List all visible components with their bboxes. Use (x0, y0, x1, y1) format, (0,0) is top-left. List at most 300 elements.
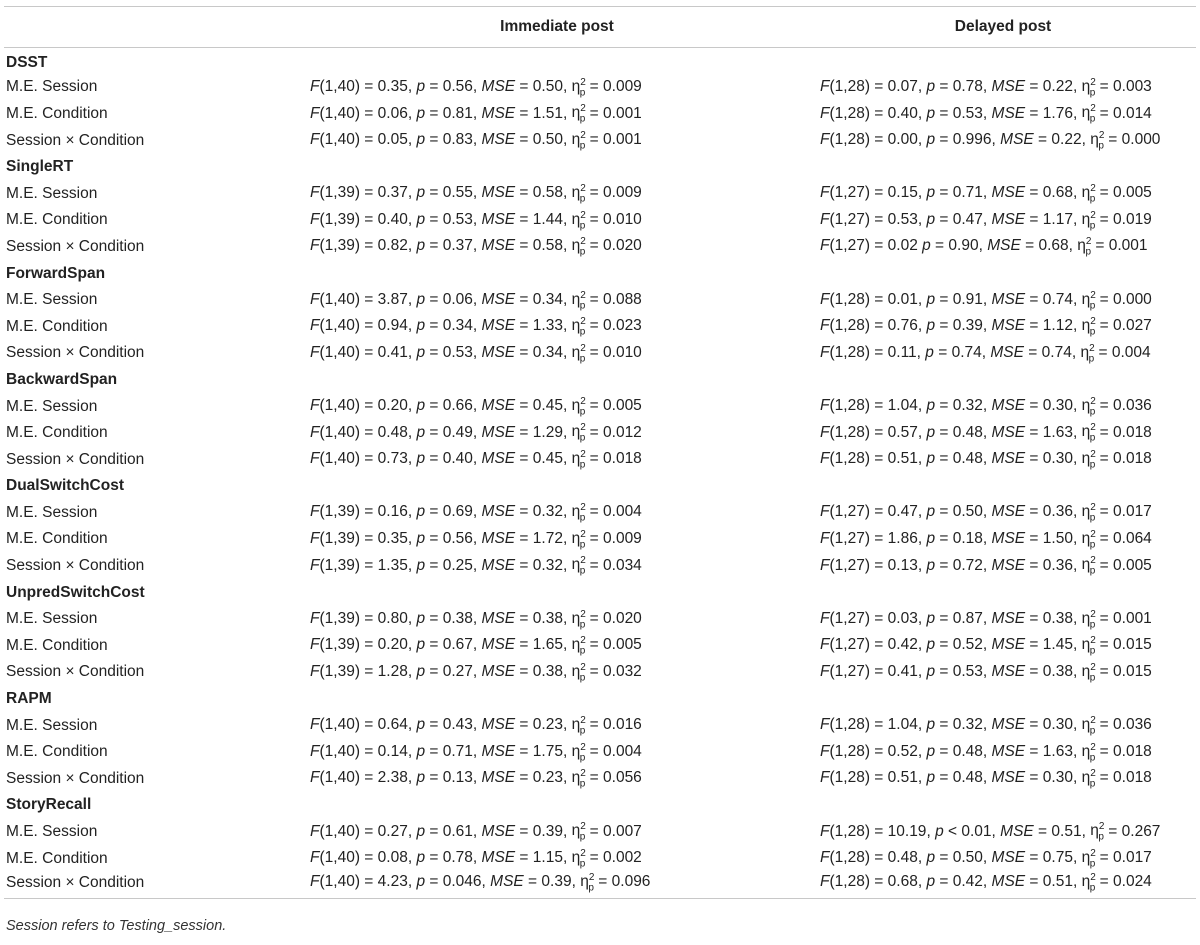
f-symbol: F (310, 556, 320, 574)
f-symbol: F (310, 662, 320, 680)
f-value: 4.23 (377, 873, 408, 891)
stat-text: F(1,40) = 0.14, p = 0.71, MSE = 1.75, $\eta^2_p = 0.004$ (310, 741, 642, 763)
p-symbol: p (416, 184, 426, 202)
f-value: 10.19 (887, 822, 927, 840)
p-symbol: p (416, 290, 426, 308)
stat-text: F(1,39) = 0.35, p = 0.56, MSE = 1.72, $\eta^2_p = 0.009$ (310, 528, 642, 551)
table-row (4, 74, 1196, 101)
mse-value: 0.39 (541, 873, 572, 891)
f-symbol: F (310, 77, 320, 95)
p-value: 0.39 (952, 317, 983, 335)
f-symbol: F (820, 210, 830, 228)
mse-symbol: MSE (991, 290, 1026, 308)
mse-value: 0.68 (1038, 237, 1069, 255)
stat-text: F(1,40) = 0.35, p = 0.56, MSE = 0.50, $\eta^2_p = 0.009$ (310, 76, 642, 99)
immediate-post-cell (304, 234, 810, 261)
f-symbol: F (310, 423, 320, 441)
df-value: 1,28 (834, 343, 865, 361)
table-row (4, 101, 1196, 128)
mse-symbol: MSE (1000, 131, 1034, 149)
eta-symbol: $\eta^2_p$ (1090, 129, 1105, 152)
eta-symbol: $\eta^2_p$ (571, 342, 586, 364)
mse-value: 0.51 (1042, 873, 1073, 891)
p-symbol: p (926, 77, 936, 95)
stat-text: F(1,40) = 0.41, p = 0.53, MSE = 0.34, $\eta^2_p = 0.010$ (310, 342, 642, 364)
p-value: 0.87 (952, 609, 983, 627)
f-value: 0.37 (377, 184, 408, 202)
p-symbol: p (416, 873, 426, 891)
f-symbol: F (310, 290, 320, 308)
effect-label: Session × Condition (6, 237, 145, 255)
eta-value: 0.019 (1113, 210, 1152, 228)
f-value: 0.76 (887, 317, 918, 335)
f-symbol: F (820, 104, 830, 122)
df-value: 1,28 (834, 290, 865, 308)
mse-value: 1.63 (1042, 742, 1073, 760)
immediate-post-cell (304, 553, 810, 580)
f-symbol: F (820, 742, 830, 760)
f-value: 0.08 (377, 849, 408, 867)
delayed-post-cell (810, 500, 1196, 527)
mse-symbol: MSE (481, 104, 516, 122)
table-row (4, 180, 1196, 207)
f-value: 0.41 (377, 343, 408, 361)
f-symbol: F (820, 530, 830, 548)
df-value: 1,27 (834, 237, 865, 255)
eta-value: 0.004 (603, 503, 642, 521)
df-value: 1,40 (324, 77, 355, 95)
mse-symbol: MSE (481, 423, 516, 441)
mse-value: 1.72 (532, 530, 563, 548)
mse-symbol: MSE (481, 317, 516, 335)
f-value: 0.48 (887, 849, 918, 867)
f-value: 0.05 (377, 131, 408, 149)
stat-text: F(1,40) = 2.38, p = 0.13, MSE = 0.23, $\eta^2_p = 0.056$ (310, 768, 642, 790)
f-value: 0.73 (377, 450, 408, 468)
f-symbol: F (310, 873, 320, 891)
df-value: 1,39 (324, 636, 355, 654)
f-value: 0.51 (887, 769, 918, 787)
eta-symbol: $\eta^2_p$ (1077, 236, 1092, 258)
stat-text: F(1,28) = 0.48, p = 0.50, MSE = 0.75, $\eta^2_p = 0.017$ (820, 847, 1152, 870)
mse-value: 1.50 (1042, 530, 1073, 548)
stat-text: F(1,40) = 3.87, p = 0.06, MSE = 0.34, $\eta^2_p = 0.088$ (310, 289, 642, 311)
mse-value: 0.75 (1042, 849, 1073, 867)
f-value: 2.38 (377, 769, 408, 787)
mse-symbol: MSE (991, 636, 1026, 654)
p-value: 0.78 (952, 77, 983, 95)
eta-symbol: $\eta^2_p$ (1081, 768, 1096, 790)
group-row (4, 579, 1196, 606)
delayed-post-cell (810, 127, 1196, 154)
df-value: 1,27 (834, 503, 865, 521)
mse-symbol: MSE (991, 184, 1026, 202)
f-value: 0.47 (887, 503, 918, 521)
mse-symbol: MSE (481, 343, 516, 361)
p-symbol: p (926, 450, 936, 468)
mse-symbol: MSE (991, 609, 1026, 627)
p-symbol: p (416, 636, 426, 654)
eta-value: 0.004 (1111, 343, 1151, 361)
f-symbol: F (820, 849, 830, 867)
f-value: 0.94 (377, 317, 408, 335)
table-row (4, 845, 1196, 872)
table-row (4, 127, 1196, 154)
mse-symbol: MSE (991, 450, 1026, 468)
stat-text: F(1,27) = 0.03, p = 0.87, MSE = 0.38, $\eta^2_p = 0.001$ (820, 608, 1152, 630)
p-symbol: p (416, 397, 426, 415)
table-footnote: Session refers to Testing_session. (6, 918, 227, 934)
p-value: 0.56 (442, 530, 473, 548)
stat-text: F(1,40) = 0.05, p = 0.83, MSE = 0.50, $\eta^2_p = 0.001$ (310, 129, 642, 152)
delayed-post-cell (810, 207, 1196, 234)
p-value: 0.72 (952, 556, 983, 574)
eta-symbol: $\eta^2_p$ (571, 129, 586, 152)
f-value: 0.11 (887, 343, 917, 361)
immediate-post-cell (304, 845, 810, 872)
eta-symbol: $\eta^2_p$ (1090, 821, 1105, 843)
eta-value: 0.009 (603, 184, 642, 202)
stat-text: F(1,27) = 0.13, p = 0.72, MSE = 0.36, $\eta^2_p = 0.005$ (820, 555, 1152, 577)
f-symbol: F (820, 450, 830, 468)
mse-value: 0.74 (1041, 343, 1072, 361)
p-value: 0.046 (442, 873, 482, 891)
p-value: 0.27 (442, 662, 473, 680)
immediate-post-cell (304, 500, 810, 527)
eta-value: 0.018 (1113, 769, 1152, 787)
f-symbol: F (820, 290, 830, 308)
group-title: DualSwitchCost (6, 477, 124, 495)
mse-value: 0.36 (1042, 503, 1073, 521)
immediate-post-cell (304, 74, 810, 101)
group-title: RAPM (6, 690, 52, 708)
stat-text: F(1,28) = 0.57, p = 0.48, MSE = 1.63, $\eta^2_p = 0.018$ (820, 422, 1152, 444)
f-value: 1.04 (887, 397, 918, 415)
eta-value: 0.024 (1113, 873, 1152, 891)
p-value: 0.81 (442, 104, 473, 122)
effect-label: M.E. Condition (6, 211, 108, 229)
mse-symbol: MSE (481, 609, 516, 627)
eta-symbol: $\eta^2_p$ (571, 183, 586, 205)
df-value: 1,40 (324, 104, 355, 122)
p-symbol: p (926, 530, 936, 548)
p-symbol: p (416, 343, 426, 361)
group-row (4, 48, 1196, 75)
eta-value: 0.005 (1113, 184, 1152, 202)
immediate-post-cell (304, 766, 810, 793)
eta-value: 0.018 (1113, 450, 1152, 468)
eta-symbol: $\eta^2_p$ (1081, 528, 1096, 551)
p-value: 0.61 (442, 822, 473, 840)
mse-symbol: MSE (991, 210, 1026, 228)
stat-text: F(1,27) = 0.47, p = 0.50, MSE = 0.36, $\eta^2_p = 0.017$ (820, 502, 1152, 524)
eta-symbol: $\eta^2_p$ (1081, 715, 1096, 737)
p-value: 0.48 (952, 423, 983, 441)
table-row (4, 393, 1196, 420)
f-symbol: F (820, 662, 830, 680)
df-value: 1,28 (834, 716, 865, 734)
stat-text: F(1,39) = 0.80, p = 0.38, MSE = 0.38, $\eta^2_p = 0.020$ (310, 608, 642, 630)
eta-value: 0.000 (1121, 131, 1161, 149)
mse-value: 0.30 (1042, 397, 1073, 415)
df-value: 1,39 (324, 609, 355, 627)
f-symbol: F (310, 450, 320, 468)
f-symbol: F (310, 343, 320, 361)
p-value: 0.13 (442, 769, 473, 787)
mse-symbol: MSE (990, 343, 1024, 361)
mse-value: 0.30 (1042, 450, 1073, 468)
f-symbol: F (310, 237, 320, 255)
immediate-post-cell (304, 633, 810, 660)
eta-value: 0.001 (1113, 609, 1152, 627)
p-value: 0.48 (952, 450, 983, 468)
f-symbol: F (310, 769, 320, 787)
mse-value: 0.39 (532, 822, 563, 840)
eta-symbol: $\eta^2_p$ (571, 715, 586, 737)
p-value: 0.49 (442, 423, 473, 441)
f-value: 0.27 (377, 822, 408, 840)
delayed-post-cell (810, 287, 1196, 314)
effect-label: Session × Condition (6, 769, 145, 787)
mse-symbol: MSE (481, 77, 516, 95)
f-symbol: F (820, 77, 830, 95)
eta-value: 0.009 (603, 77, 642, 95)
effect-label: Session × Condition (6, 450, 145, 468)
stat-text: F(1,39) = 0.16, p = 0.69, MSE = 0.32, $\eta^2_p = 0.004$ (310, 502, 642, 524)
eta-symbol: $\eta^2_p$ (571, 316, 586, 338)
delayed-post-cell (810, 234, 1196, 261)
immediate-post-cell (304, 180, 810, 207)
mse-value: 1.17 (1042, 210, 1073, 228)
df-value: 1,28 (834, 849, 865, 867)
eta-symbol: $\eta^2_p$ (571, 608, 586, 630)
mse-symbol: MSE (481, 131, 516, 149)
p-symbol: p (926, 849, 936, 867)
stat-text: F(1,28) = 0.51, p = 0.48, MSE = 0.30, $\eta^2_p = 0.018$ (820, 449, 1152, 471)
eta-symbol: $\eta^2_p$ (571, 76, 586, 99)
f-value: 1.04 (887, 716, 918, 734)
immediate-post-cell (304, 526, 810, 553)
mse-value: 0.32 (532, 503, 563, 521)
delayed-post-cell (810, 606, 1196, 633)
f-value: 0.07 (887, 77, 918, 95)
p-symbol: p (416, 822, 426, 840)
p-symbol: p (926, 609, 936, 627)
df-value: 1,39 (324, 556, 355, 574)
eta-symbol: $\eta^2_p$ (1081, 395, 1096, 418)
df-value: 1,28 (834, 423, 865, 441)
df-value: 1,40 (324, 423, 355, 441)
group-title: StoryRecall (6, 796, 92, 814)
table-row (4, 659, 1196, 686)
eta-symbol: $\eta^2_p$ (571, 661, 586, 684)
eta-value: 0.034 (603, 556, 642, 574)
eta-value: 0.020 (603, 237, 642, 255)
mse-symbol: MSE (481, 503, 516, 521)
eta-symbol: $\eta^2_p$ (571, 528, 586, 551)
eta-symbol: $\eta^2_p$ (571, 289, 586, 311)
stat-text: F(1,28) = 0.01, p = 0.91, MSE = 0.74, $\eta^2_p = 0.000$ (820, 289, 1152, 311)
p-symbol: p (926, 317, 936, 335)
eta-value: 0.005 (603, 397, 642, 415)
stat-text: F(1,39) = 0.37, p = 0.55, MSE = 0.58, $\eta^2_p = 0.009$ (310, 183, 642, 205)
f-symbol: F (820, 556, 830, 574)
mse-value: 0.30 (1042, 769, 1073, 787)
df-value: 1,27 (834, 609, 865, 627)
immediate-post-cell (304, 313, 810, 340)
f-value: 0.52 (887, 742, 918, 760)
eta-value: 0.017 (1113, 849, 1152, 867)
p-symbol: p (416, 210, 426, 228)
mse-value: 0.34 (532, 290, 563, 308)
p-symbol: p (926, 662, 936, 680)
eta-value: 0.015 (1113, 662, 1152, 680)
eta-value: 0.027 (1113, 317, 1152, 335)
table-row (4, 287, 1196, 314)
mse-value: 1.15 (532, 849, 563, 867)
effect-label: M.E. Session (6, 823, 98, 841)
df-value: 1,39 (324, 184, 355, 202)
table-row (4, 500, 1196, 527)
f-symbol: F (820, 873, 830, 891)
header-delayed-post: Delayed post (810, 7, 1196, 48)
table-row (4, 446, 1196, 473)
delayed-post-cell (810, 340, 1196, 367)
df-value: 1,39 (324, 503, 355, 521)
mse-symbol: MSE (991, 530, 1026, 548)
df-value: 1,27 (834, 556, 865, 574)
p-value: 0.48 (952, 769, 983, 787)
p-symbol: p (935, 822, 944, 840)
mse-value: 1.75 (532, 742, 563, 760)
stat-text: F(1,40) = 4.23, p = 0.046, MSE = 0.39, $\eta^2_p = 0.096$ (310, 872, 651, 894)
p-symbol: p (416, 849, 426, 867)
eta-value: 0.001 (603, 104, 642, 122)
df-value: 1,40 (324, 849, 355, 867)
immediate-post-cell (304, 101, 810, 128)
mse-symbol: MSE (481, 210, 516, 228)
results-table (4, 6, 1196, 899)
mse-value: 0.23 (532, 716, 563, 734)
effect-label: M.E. Condition (6, 743, 108, 761)
delayed-post-cell (810, 739, 1196, 766)
eta-symbol: $\eta^2_p$ (1080, 342, 1095, 364)
delayed-post-cell (810, 659, 1196, 686)
p-value: 0.50 (952, 849, 983, 867)
eta-value: 0.088 (603, 290, 642, 308)
p-symbol: p (926, 423, 936, 441)
eta-value: 0.036 (1113, 397, 1152, 415)
p-value: 0.18 (952, 530, 983, 548)
delayed-post-cell (810, 74, 1196, 101)
df-value: 1,39 (324, 530, 355, 548)
stat-text: F(1,28) = 0.52, p = 0.48, MSE = 1.63, $\eta^2_p = 0.018$ (820, 741, 1152, 763)
f-symbol: F (310, 210, 320, 228)
stat-text: F(1,27) = 1.86, p = 0.18, MSE = 1.50, $\eta^2_p = 0.064$ (820, 528, 1152, 551)
delayed-post-cell (810, 766, 1196, 793)
eta-symbol: $\eta^2_p$ (1081, 872, 1096, 894)
delayed-post-cell (810, 633, 1196, 660)
f-value: 1.86 (887, 530, 918, 548)
df-value: 1,28 (834, 104, 865, 122)
delayed-post-cell (810, 393, 1196, 420)
table-header-row (4, 7, 1196, 48)
eta-symbol: $\eta^2_p$ (1081, 422, 1096, 444)
f-symbol: F (820, 503, 830, 521)
mse-symbol: MSE (991, 873, 1026, 891)
eta-value: 0.064 (1113, 530, 1152, 548)
effect-label: M.E. Session (6, 716, 98, 734)
effect-label: M.E. Condition (6, 104, 108, 122)
mse-symbol: MSE (991, 317, 1026, 335)
eta-symbol: $\eta^2_p$ (580, 872, 595, 894)
p-value: 0.47 (952, 210, 983, 228)
mse-value: 0.38 (532, 609, 563, 627)
eta-symbol: $\eta^2_p$ (571, 768, 586, 790)
mse-value: 0.34 (532, 343, 563, 361)
df-value: 1,40 (324, 317, 355, 335)
mse-value: 0.38 (532, 662, 563, 680)
immediate-post-cell (304, 819, 810, 846)
p-value: 0.38 (442, 609, 473, 627)
p-value: 0.52 (952, 636, 983, 654)
eta-symbol: $\eta^2_p$ (1081, 76, 1096, 99)
mse-value: 0.32 (532, 556, 563, 574)
table-row (4, 712, 1196, 739)
group-title: DSST (6, 53, 48, 71)
df-value: 1,40 (324, 769, 355, 787)
stat-text: F(1,27) = 0.15, p = 0.71, MSE = 0.68, $\eta^2_p = 0.005$ (820, 183, 1152, 205)
group-row (4, 792, 1196, 819)
mse-value: 1.65 (532, 636, 563, 654)
p-value: 0.37 (442, 237, 473, 255)
eta-symbol: $\eta^2_p$ (1081, 502, 1096, 524)
f-value: 0.42 (887, 636, 918, 654)
df-value: 1,27 (834, 636, 865, 654)
delayed-post-cell (810, 313, 1196, 340)
mse-value: 1.63 (1042, 423, 1073, 441)
mse-value: 1.33 (532, 317, 563, 335)
df-value: 1,40 (324, 716, 355, 734)
f-value: 0.15 (887, 184, 918, 202)
mse-value: 0.50 (532, 77, 563, 95)
effect-label: M.E. Session (6, 291, 98, 309)
group-title: ForwardSpan (6, 264, 106, 282)
p-value: 0.06 (442, 290, 473, 308)
p-value: 0.50 (952, 503, 983, 521)
table-row (4, 766, 1196, 793)
p-symbol: p (926, 873, 936, 891)
mse-value: 0.22 (1042, 77, 1073, 95)
stat-text: F(1,27) = 0.41, p = 0.53, MSE = 0.38, $\eta^2_p = 0.015$ (820, 661, 1152, 684)
mse-symbol: MSE (991, 397, 1026, 415)
f-value: 0.06 (377, 104, 408, 122)
f-symbol: F (820, 636, 830, 654)
df-value: 1,40 (324, 873, 355, 891)
stat-text: F(1,40) = 0.06, p = 0.81, MSE = 1.51, $\eta^2_p = 0.001$ (310, 103, 642, 125)
f-symbol: F (820, 317, 830, 335)
stat-text: F(1,28) = 0.40, p = 0.53, MSE = 1.76, $\eta^2_p = 0.014$ (820, 103, 1152, 125)
immediate-post-cell (304, 872, 810, 899)
f-symbol: F (820, 609, 830, 627)
f-symbol: F (310, 742, 320, 760)
mse-symbol: MSE (991, 769, 1026, 787)
mse-symbol: MSE (481, 849, 516, 867)
immediate-post-cell (304, 127, 810, 154)
stat-text: F(1,39) = 0.82, p = 0.37, MSE = 0.58, $\eta^2_p = 0.020$ (310, 236, 642, 258)
eta-symbol: $\eta^2_p$ (1081, 103, 1096, 125)
mse-value: 1.76 (1042, 104, 1073, 122)
